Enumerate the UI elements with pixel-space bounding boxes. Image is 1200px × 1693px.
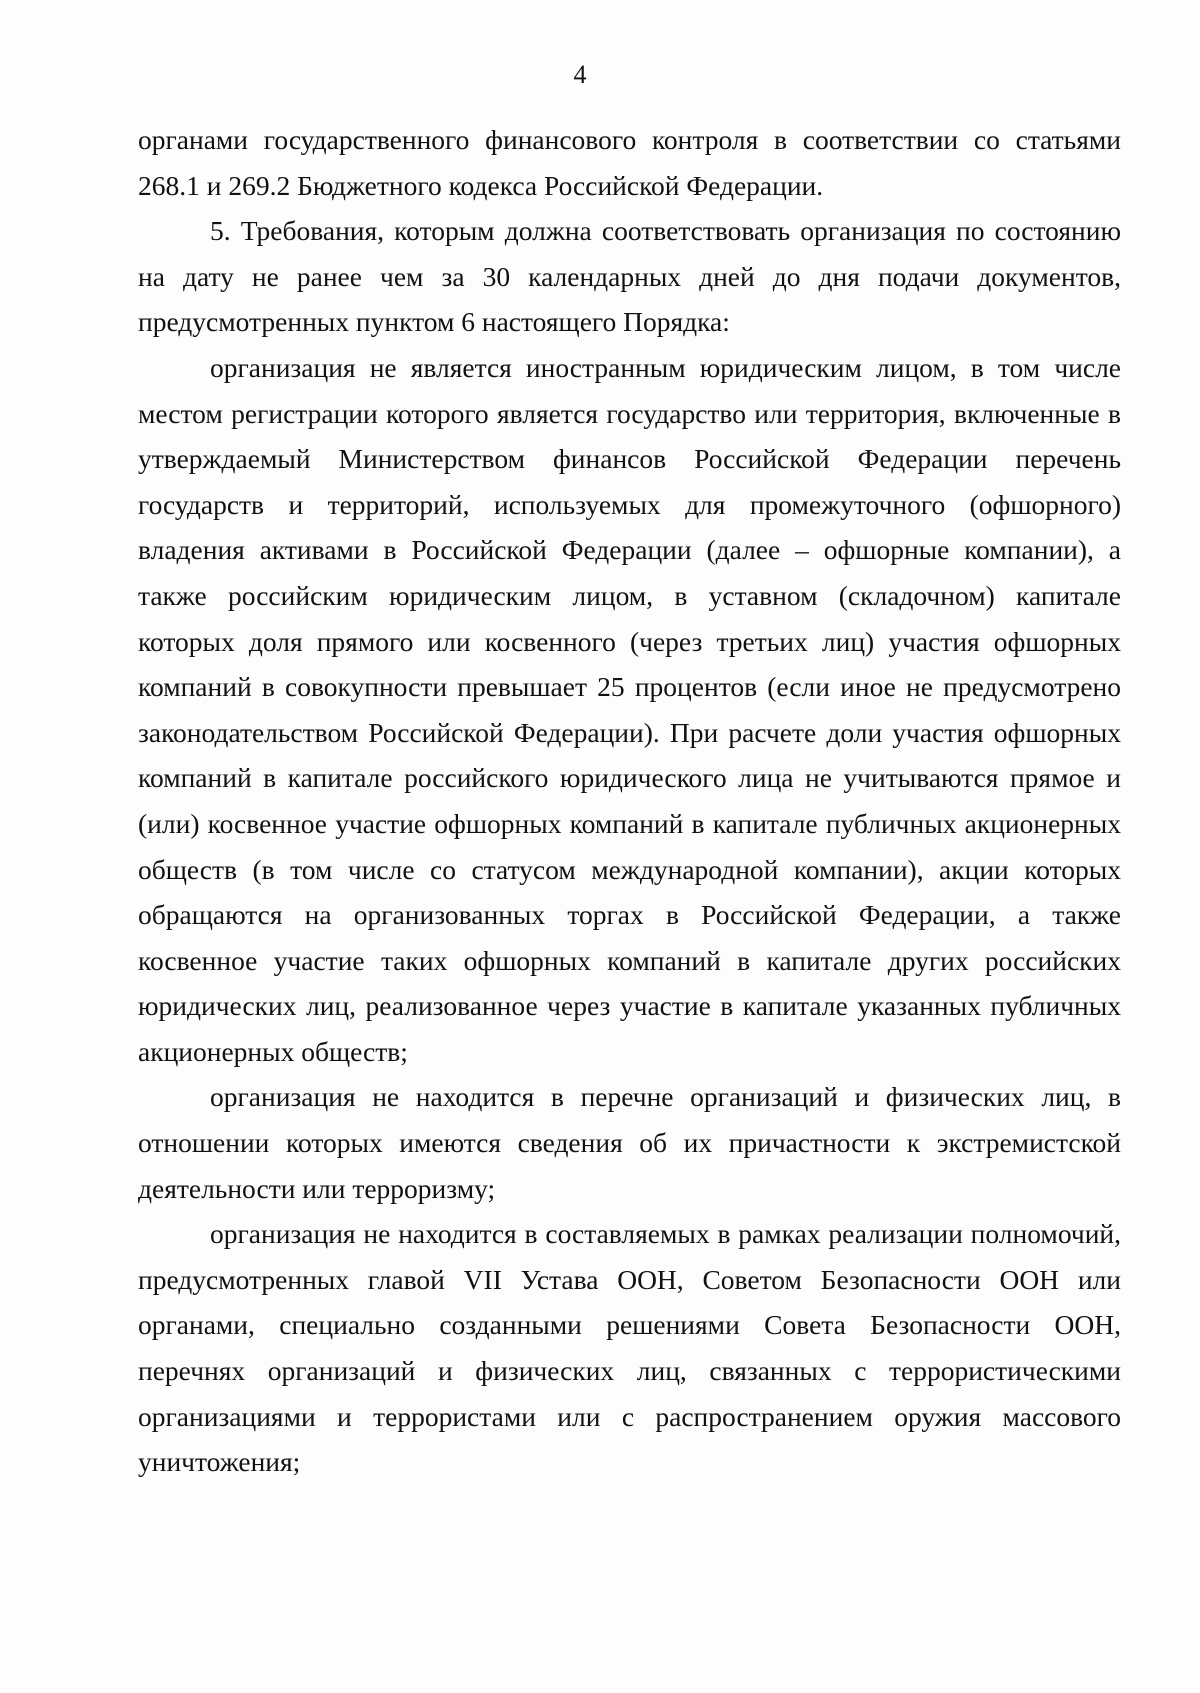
- page-number: 4: [573, 60, 587, 89]
- paragraph-continuation: органами государственного финансового контроля в соответствии со статьями 268.1 и 269.2 Бюджетного кодекса Российской Федерации.: [138, 124, 1121, 201]
- paragraph-item-5: 5. Требования, которым должна соответствовать организация по состоянию на дату не ранее чем за 30 календарных дней до дня подачи документов, предусмотренных пунктом 6 настоящего Порядка:: [138, 215, 1121, 338]
- document-body: [138, 117, 1121, 1485]
- paragraph-requirement-extremism: организация не находится в перечне организаций и физических лиц, в отношении которых имеются сведения об их причастности к экстремистской деятельности или терроризму;: [138, 1081, 1121, 1204]
- paragraph-requirement-un-lists: организация не находится в составляемых в рамках реализации полномочий, предусмотренных главой VII Устава ООН, Советом Безопасности ООН или органами, специально созданными решениями Совета Безопасности ООН, перечнях организаций и физических лиц, связанных с террористическими организациями и террористами или с распространением оружия массового уничтожения;: [138, 1218, 1121, 1478]
- paragraph-requirement-offshore: организация не является иностранным юридическим лицом, в том числе местом регистрации которого является государство или территория, включенные в утверждаемый Министерством финансов Российской Федерации перечень государств и территорий, используемых для промежуточного (офшорного) владения активами в Российской Федерации (далее – офшорные компании), а также российским юридическим лицом, в уставном (складочном) капитале которых доля прямого или косвенного (через третьих лиц) участия офшорных компаний в совокупности превышает 25 процентов (если иное не предусмотрено законодательством Российской Федерации). При расчете доли участия офшорных компаний в капитале российского юридического лица не учитываются прямое и (или) косвенное участие офшорных компаний в капитале публичных акционерных обществ (в том числе со статусом международной компании), акции которых обращаются на организованных торгах в Российской Федерации, а также косвенное участие таких офшорных компаний в капитале других российских юридических лиц, реализованное через участие в капитале указанных публичных акционерных обществ;: [138, 351, 1121, 1067]
